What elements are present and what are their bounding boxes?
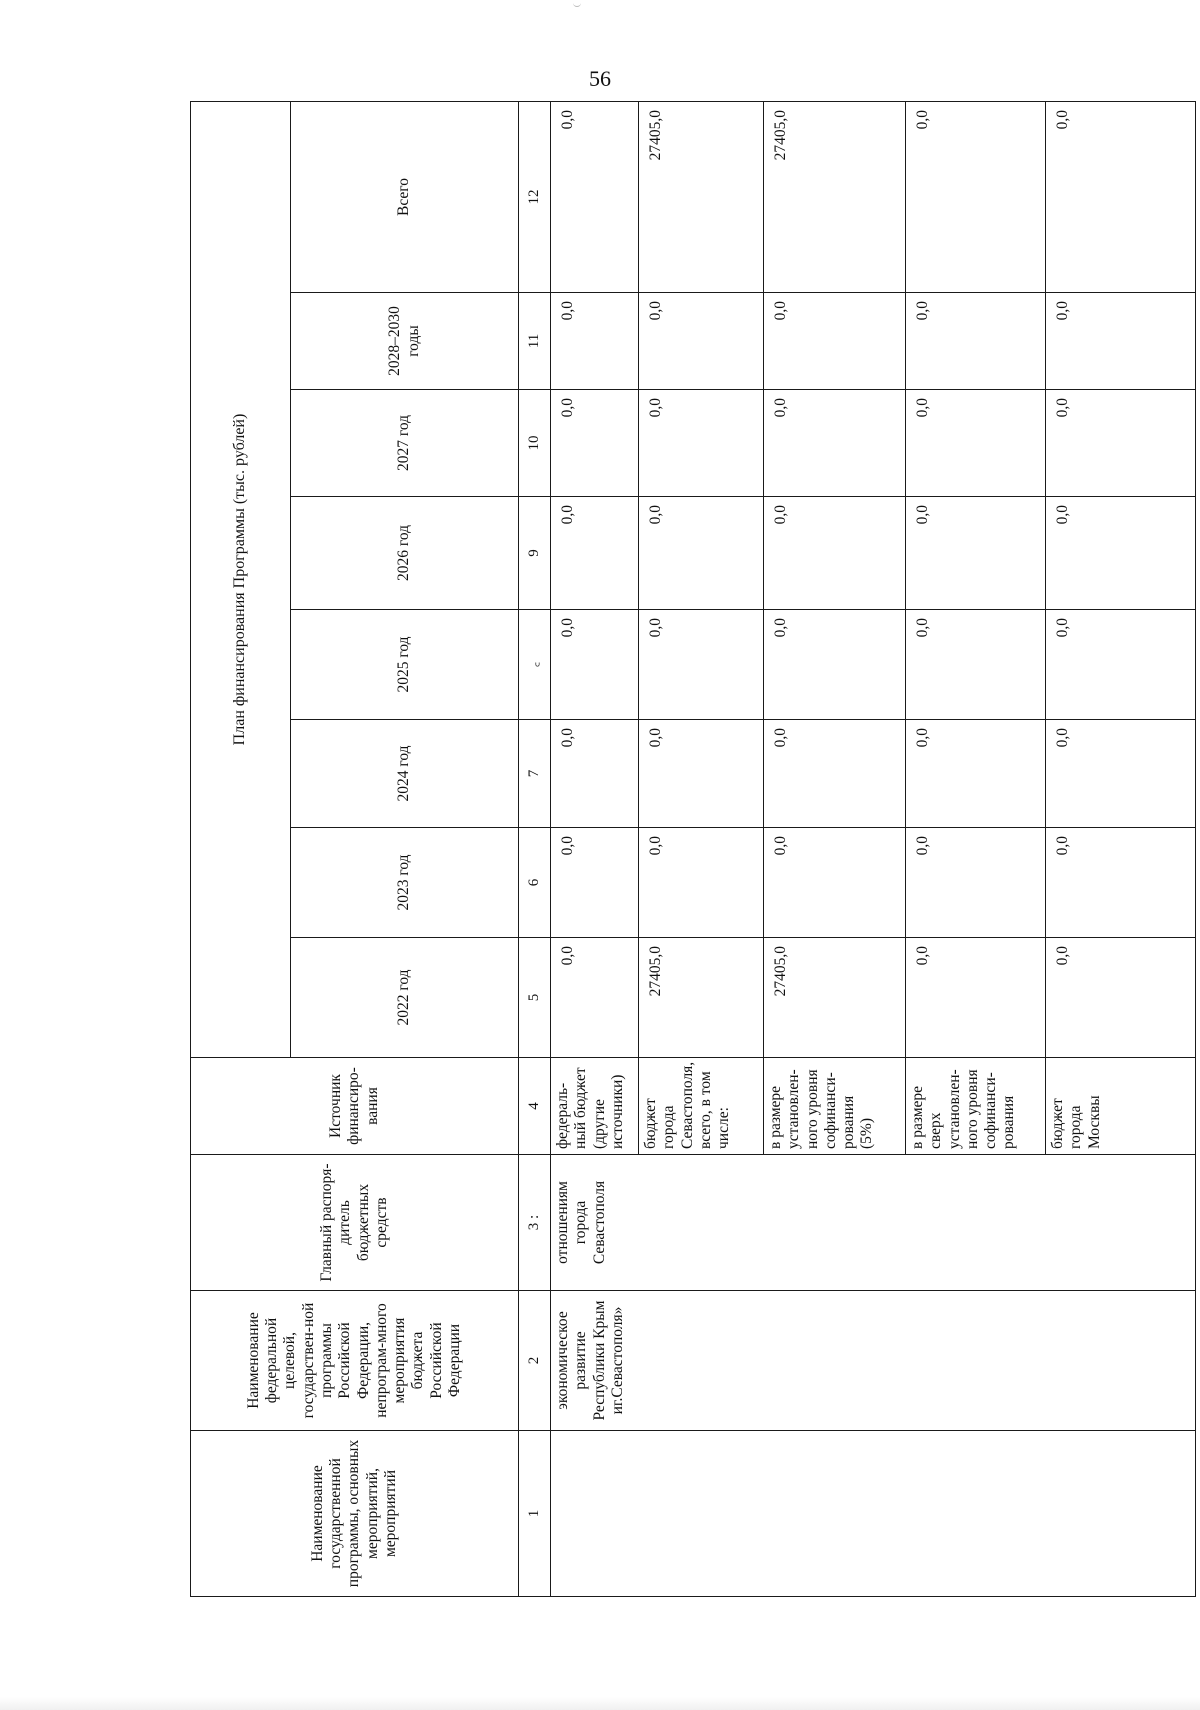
value-cell: 0,0 <box>551 390 639 497</box>
budget-manager-cell: отношениям города Севастополя <box>551 1155 1196 1291</box>
column-number: 11 <box>519 293 551 390</box>
value-cell: 0,0 <box>1046 610 1196 720</box>
value-cell: 0,0 <box>1046 101 1196 292</box>
header-year-2023: 2023 год <box>291 828 519 938</box>
value-cell: 0,0 <box>906 101 1046 292</box>
source-cell: бюджет города Москвы <box>1046 1058 1196 1155</box>
header-financing-plan: План финансирования Программы (тыс. рублей) <box>191 101 291 1057</box>
value-cell: 0,0 <box>764 390 906 497</box>
source-cell: федераль-ный бюджет (другие источники) <box>551 1058 639 1155</box>
value-cell: 0,0 <box>551 101 639 292</box>
column-number: 6 <box>519 828 551 938</box>
rotated-table-frame <box>190 102 1195 1597</box>
value-cell: 0,0 <box>906 720 1046 828</box>
value-cell: 0,0 <box>1046 720 1196 828</box>
value-cell: 0,0 <box>639 828 764 938</box>
header-financing-source: Источник финансиро-вания <box>191 1058 519 1155</box>
value-cell: 0,0 <box>1046 293 1196 390</box>
column-number: 1 <box>519 1431 551 1597</box>
value-cell: 0,0 <box>906 497 1046 610</box>
value-cell: 0,0 <box>639 390 764 497</box>
source-cell: бюджет города Севастополя, всего, в том числе: <box>639 1058 764 1155</box>
header-program-name: Наименование государственной программы, основных мероприятий, мероприятий <box>191 1431 519 1597</box>
value-cell: 0,0 <box>764 720 906 828</box>
financing-plan-table <box>190 101 1196 1597</box>
value-cell: 0,0 <box>551 938 639 1058</box>
header-year-2024: 2024 год <box>291 720 519 828</box>
column-number: 9 <box>519 497 551 610</box>
program-name-cell <box>551 1431 1196 1597</box>
header-year-2026: 2026 год <box>291 497 519 610</box>
page-number: 56 <box>589 66 611 91</box>
value-cell: 0,0 <box>906 610 1046 720</box>
rotated-table <box>190 102 1195 1597</box>
header-year-2022: 2022 год <box>291 938 519 1058</box>
value-cell: 27405,0 <box>639 938 764 1058</box>
value-cell: 0,0 <box>906 828 1046 938</box>
value-cell: 0,0 <box>764 293 906 390</box>
header-federal-program: Наименование федеральной целевой, государствен-ной программы Российской Федерации, непрограм-много мероприятия бюджета Российской Федерации <box>191 1291 519 1431</box>
column-number: 10 <box>519 390 551 497</box>
value-cell: 0,0 <box>906 390 1046 497</box>
column-number: 2 <box>519 1291 551 1431</box>
column-number: 7 <box>519 720 551 828</box>
value-cell: 27405,0 <box>639 101 764 292</box>
value-cell: 0,0 <box>639 293 764 390</box>
value-cell: 0,0 <box>1046 938 1196 1058</box>
value-cell: 27405,0 <box>764 938 906 1058</box>
header-total: Всего <box>291 101 519 292</box>
header-years-2028-2030: 2028–2030 годы <box>291 293 519 390</box>
column-number: ꜀ <box>519 610 551 720</box>
value-cell: 0,0 <box>1046 390 1196 497</box>
header-year-2025: 2025 год <box>291 610 519 720</box>
value-cell: 0,0 <box>764 828 906 938</box>
value-cell: 0,0 <box>1046 497 1196 610</box>
source-cell: в размере сверх установлен-ного уровня софинанси-рования <box>906 1058 1046 1155</box>
column-number: 12 <box>519 101 551 292</box>
value-cell: 0,0 <box>639 610 764 720</box>
value-cell: 0,0 <box>639 497 764 610</box>
value-cell: 0,0 <box>551 828 639 938</box>
column-number: 5 <box>519 938 551 1058</box>
value-cell: 0,0 <box>1046 828 1196 938</box>
value-cell: 0,0 <box>906 938 1046 1058</box>
value-cell: 0,0 <box>639 720 764 828</box>
value-cell: 0,0 <box>551 497 639 610</box>
federal-program-cell: экономическое развитие Республики Крым иг.Севастополя» <box>551 1291 1196 1431</box>
value-cell: 0,0 <box>551 293 639 390</box>
column-number: 4 <box>519 1058 551 1155</box>
header-year-2027: 2027 год <box>291 390 519 497</box>
value-cell: 0,0 <box>551 720 639 828</box>
value-cell: 0,0 <box>551 610 639 720</box>
scan-mark <box>573 0 581 7</box>
column-number-row <box>519 101 551 1596</box>
value-cell: 0,0 <box>764 610 906 720</box>
value-cell: 27405,0 <box>764 101 906 292</box>
table-row <box>551 101 639 1596</box>
value-cell: 0,0 <box>906 293 1046 390</box>
header-budget-manager: Главный распоря-дитель бюджетных средств <box>191 1155 519 1291</box>
scan-edge <box>0 1697 1200 1710</box>
column-number: 3 : <box>519 1155 551 1291</box>
source-cell: в размере установлен-ного уровня софинанси-рования (5%) <box>764 1058 906 1155</box>
value-cell: 0,0 <box>764 497 906 610</box>
